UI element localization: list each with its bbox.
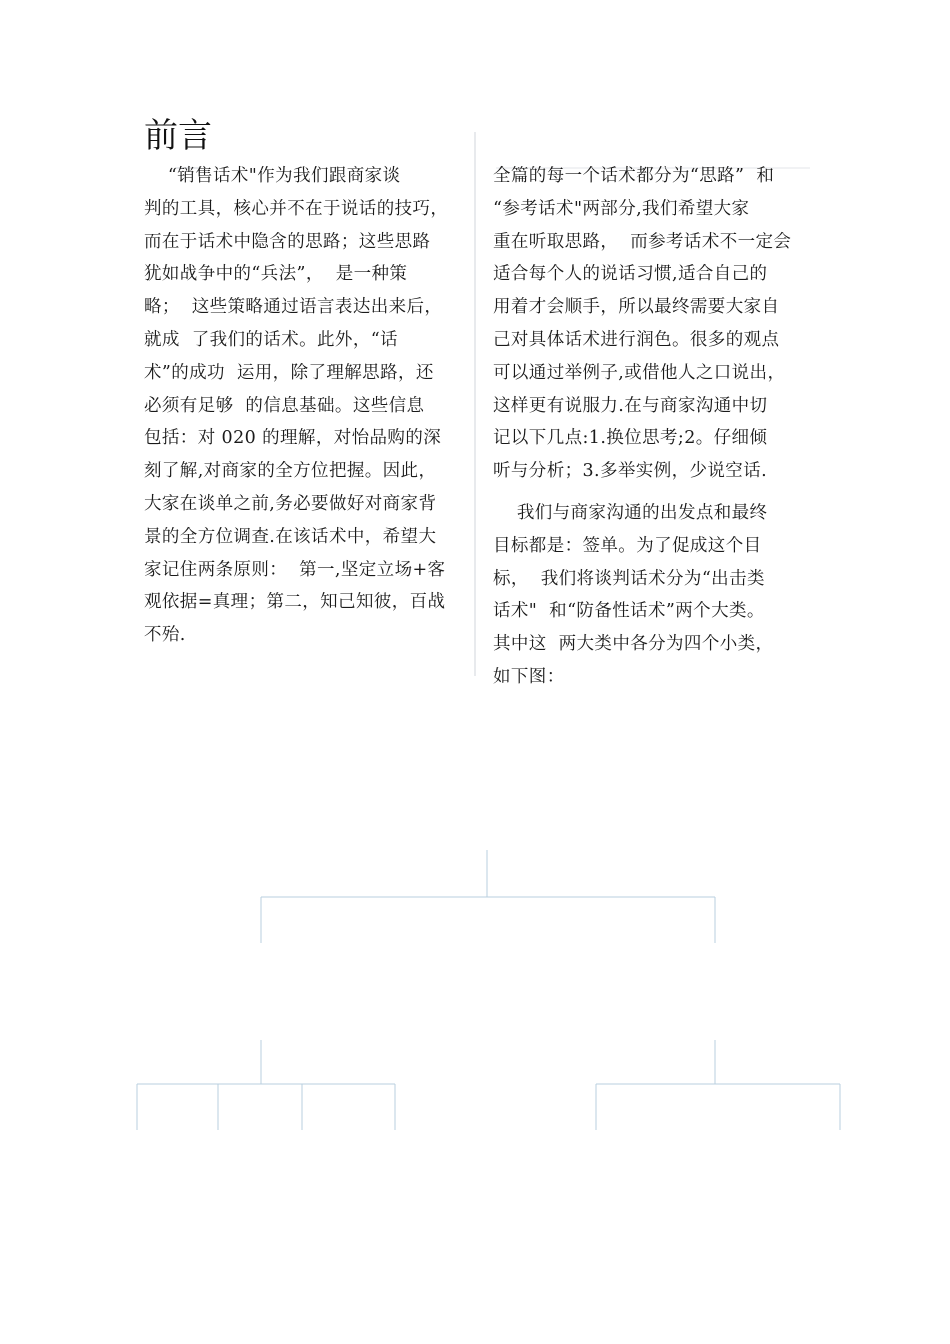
right-text-column (493, 160, 809, 694)
right-line: 其中这 两大类中各分为四个小类， (493, 634, 774, 655)
right-line: 用着才会顺手，所以最终需要大家自 (493, 297, 780, 318)
right-line: 己对具体话术进行润色。很多的观点 (493, 329, 780, 350)
left-line: 不殆. (144, 625, 186, 646)
right-line: 目标都是：签单。为了促成这个目 (493, 535, 762, 556)
left-line: 家记住两条原则： 第一,坚定立场+客 (144, 559, 446, 580)
left-line: “销售话术"作为我们跟商家谈 (144, 166, 401, 186)
right-line: 全篇的每一个话术都分为“思路” 和 (493, 166, 775, 186)
right-line: 话术" 和“防备性话术”两个大类。 (493, 601, 765, 622)
left-line: 景的全方位调查.在该话术中，希望大 (144, 526, 437, 547)
left-line: 略； 这些策略通过语言表达出来后， (144, 297, 443, 318)
right-line: 听与分析；3.多举实例，少说空话. (493, 461, 768, 482)
tree-right-subbranch (596, 1040, 840, 1130)
right-line: 记以下几点:1.换位思考;2。仔细倾 (493, 428, 768, 449)
right-line: 我们与商家沟通的出发点和最终 (493, 502, 768, 523)
left-line: 判的工具，核心并不在于说话的技巧， (144, 198, 449, 219)
left-line: 大家在谈单之前,务必要做好对商家背 (144, 493, 437, 514)
page-title: 前言 (144, 116, 212, 156)
left-line: 而在于话术中隐含的思路；这些思路 (144, 231, 431, 252)
right-line: 可以通过举例子,或借他人之口说出， (493, 362, 786, 383)
tree-root-branch (261, 850, 715, 943)
tree-left-subbranch (137, 1040, 395, 1130)
left-line: 必须有足够 的信息基础。这些信息 (144, 395, 425, 416)
left-line: 犹如战争中的“兵法”， 是一种策 (144, 264, 408, 285)
left-line: 包括：对 020 的理解，对怡品购的深 (144, 428, 442, 449)
right-line: “参考话术"两部分,我们希望大家 (493, 198, 750, 219)
right-line: 这样更有说服力.在与商家沟通中切 (493, 395, 768, 416)
left-line: 术”的成功 运用，除了理解思路，还 (144, 362, 434, 383)
right-line: 如下图： (493, 666, 565, 687)
left-line: 就成 了我们的话术。此外，“话 (144, 329, 398, 350)
left-line: 观依据=真理；第二，知己知彼，百战 (144, 592, 446, 613)
left-line: 刻了解,对商家的全方位把握。因此， (144, 461, 437, 482)
right-line: 重在听取思路， 而参考话术不一定会 (493, 231, 792, 252)
right-line: 适合每个人的说话习惯,适合自己的 (493, 264, 768, 285)
left-text-column (144, 160, 468, 652)
right-line: 标， 我们将谈判话术分为“出击类 (493, 568, 765, 589)
